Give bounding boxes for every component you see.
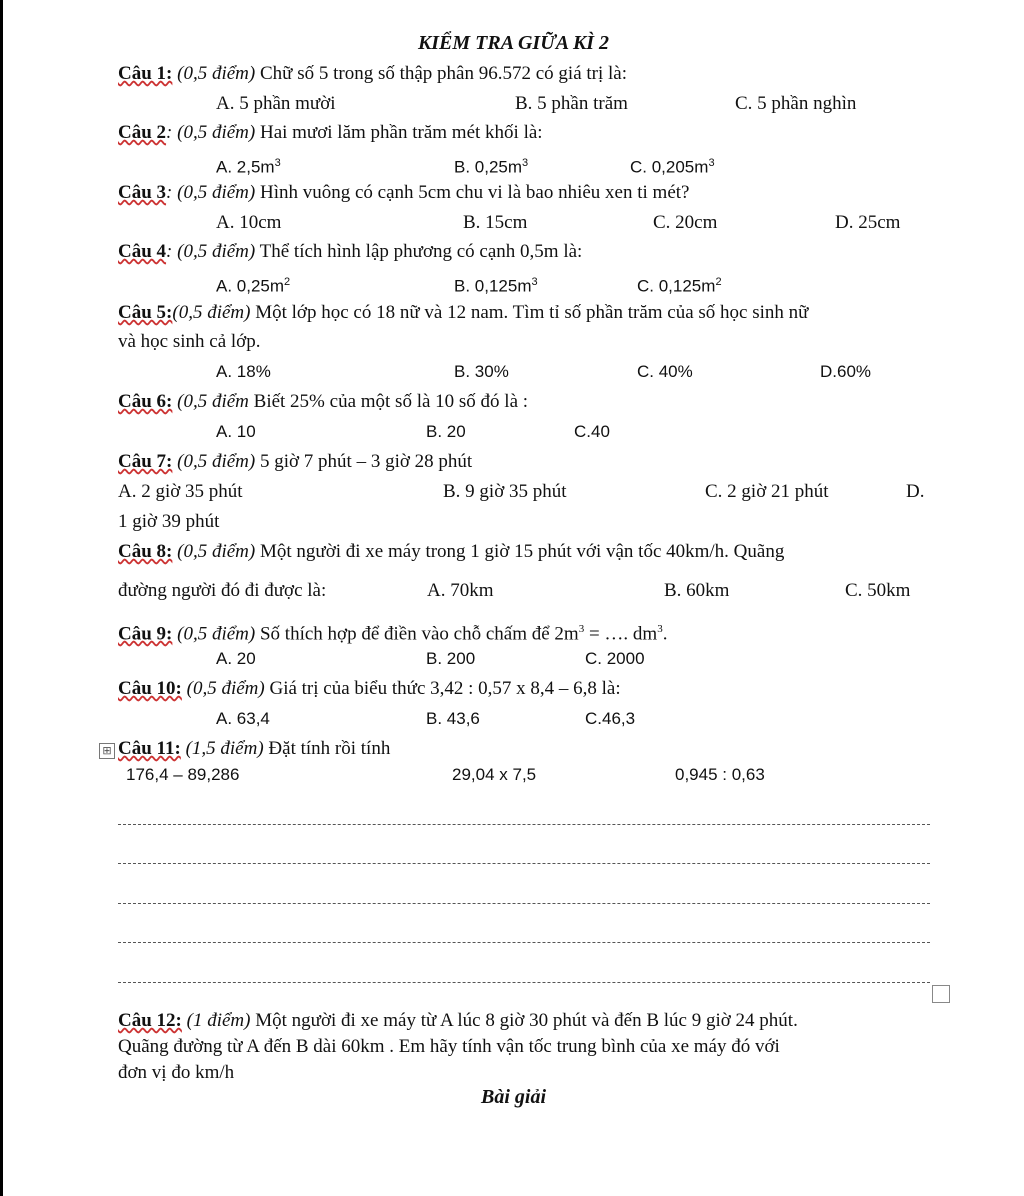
- option-b: B. $0,125m^3$: [454, 276, 538, 296]
- question-text: Một người đi xe máy trong 1 giờ 15 phút với vận tốc 40km/h. Quãng: [255, 541, 785, 562]
- question-3: [118, 181, 689, 205]
- option-a: A. 20: [216, 649, 256, 668]
- question-label: Câu 6:: [118, 391, 173, 412]
- question-text: Chữ số 5 trong số thập phân 96.572 có giá trị là:: [255, 63, 627, 84]
- table-resize-handle[interactable]: [932, 985, 950, 1003]
- question-label: Câu 4: [118, 241, 167, 262]
- question-text: Thể tích hình lập phương có cạnh 0,5m là:: [255, 241, 583, 262]
- question-text: Đặt tính rồi tính: [263, 738, 391, 759]
- option-c: C. $0,125m^2$: [637, 276, 722, 296]
- page-title: KIỂM TRA GIỮA KÌ 2: [417, 32, 610, 54]
- option-a: A. 70km: [427, 580, 494, 601]
- option-b: B. 30%: [454, 362, 509, 381]
- question-points: : (0,5 điểm): [166, 241, 256, 262]
- option-c: C. 50km: [845, 580, 911, 601]
- question-text: 5 giờ 7 phút – 3 giờ 28 phút: [255, 451, 473, 472]
- question-6: [118, 390, 528, 414]
- solution-heading: Bài giải: [480, 1086, 546, 1108]
- option-d-text: 1 giờ 39 phút: [118, 511, 220, 532]
- question-5: [118, 301, 808, 325]
- question-text-cont: Quãng đường từ A đến B dài 60km . Em hãy tính vận tốc trung bình của xe máy đó với: [118, 1036, 780, 1057]
- option-a: A. 18%: [216, 362, 271, 381]
- option-c: C. 2000: [585, 649, 645, 668]
- question-7: [118, 450, 472, 474]
- question-text-cont: và học sinh cả lớp.: [118, 331, 261, 352]
- question-points: (0,5 điểm): [177, 63, 256, 84]
- answer-line: [118, 824, 930, 825]
- option-c: C. 2 giờ 21 phút: [705, 481, 829, 502]
- option-b: B. 9 giờ 35 phút: [443, 481, 567, 502]
- question-1: [118, 62, 627, 86]
- answer-line: [118, 903, 930, 904]
- answer-line: [118, 942, 930, 943]
- option-b: B. $0,25m^3$: [454, 157, 529, 177]
- option-a: A. 10cm: [216, 212, 282, 233]
- question-10: [118, 677, 621, 701]
- question-label: Câu 12:: [118, 1010, 182, 1031]
- option-c: C. $0,205m^3$: [630, 157, 715, 177]
- option-a: A. $0,25m^2$: [216, 276, 291, 296]
- question-points: (0,5 điểm): [172, 302, 251, 323]
- question-text: Biết 25% của một số là 10 số đó là :: [248, 391, 529, 412]
- question-text: Số thích hợp để điền vào chỗ chấm để 2m: [255, 623, 579, 645]
- question-label: Câu 2: [118, 122, 167, 143]
- question-label: Câu 5:: [118, 302, 173, 323]
- question-text-cont: đơn vị đo km/h: [118, 1062, 235, 1083]
- question-label: Câu 9:: [118, 623, 173, 645]
- question-points: : (0,5 điểm): [166, 122, 256, 143]
- question-text: Hình vuông có cạnh 5cm chu vi là bao nhiêu xen ti mét?: [255, 182, 690, 203]
- question-4: [118, 240, 582, 264]
- option-b: B. 60km: [664, 580, 730, 601]
- option-a: A. 2 giờ 35 phút: [118, 481, 243, 502]
- option-a: A. 63,4: [216, 709, 270, 728]
- question-label: Câu 3: [118, 182, 167, 203]
- option-b: B. 200: [426, 649, 476, 668]
- question-12: [118, 1009, 798, 1033]
- option-d: D.: [906, 481, 925, 502]
- table-move-handle-icon[interactable]: ⊞: [99, 743, 115, 759]
- question-label: Câu 1:: [118, 63, 173, 84]
- question-2: [118, 121, 543, 145]
- option-b: B. 5 phần trăm: [515, 93, 628, 114]
- question-label: Câu 7:: [118, 451, 173, 472]
- question-label: Câu 11:: [118, 738, 181, 759]
- option-b: B. 20: [426, 422, 466, 441]
- option-d: D. 25cm: [835, 212, 901, 233]
- question-points: (0,5 điểm): [172, 541, 256, 562]
- option-c: C.46,3: [585, 709, 636, 728]
- question-11: [118, 737, 390, 761]
- question-points: (0,5 điểm: [172, 391, 249, 412]
- question-points: (0,5 điểm): [172, 623, 256, 645]
- question-text: Một người đi xe máy từ A lúc 8 giờ 30 phút và đến B lúc 9 giờ 24 phút.: [250, 1010, 798, 1031]
- question-points: (1 điểm): [181, 1010, 251, 1031]
- option-c: C. 40%: [637, 362, 693, 381]
- option-a: A. 5 phần mười: [216, 93, 336, 114]
- expression-2: 29,04 x 7,5: [452, 765, 537, 784]
- question-points: (0,5 điểm): [181, 678, 265, 699]
- option-b: B. 43,6: [426, 709, 480, 728]
- question-text: Hai mươi lăm phần trăm mét khối là:: [255, 122, 543, 143]
- question-points: (1,5 điểm): [180, 738, 264, 759]
- question-text: Giá trị của biểu thức 3,42 : 0,57 x 8,4 – 6,8 là:: [264, 678, 621, 699]
- question-points: : (0,5 điểm): [166, 182, 256, 203]
- question-text: Một lớp học có 18 nữ và 12 nam. Tìm tỉ số phần trăm của số học sinh nữ: [250, 302, 809, 323]
- question-8: [118, 540, 784, 564]
- expression-3: 0,945 : 0,63: [675, 765, 765, 784]
- option-a: A. 10: [216, 422, 256, 441]
- answer-line: [118, 982, 930, 983]
- option-c: C. 20cm: [653, 212, 718, 233]
- option-b: B. 15cm: [463, 212, 528, 233]
- question-text-cont: đường người đó đi được là:: [118, 580, 327, 601]
- option-c: C.40: [574, 422, 610, 441]
- question-points: (0,5 điểm): [172, 451, 256, 472]
- question-label: Câu 8:: [118, 541, 173, 562]
- option-d: D.60%: [820, 362, 872, 381]
- option-c: C. 5 phần nghìn: [735, 93, 857, 114]
- answer-line: [118, 863, 930, 864]
- exam-page: [3, 0, 1024, 1196]
- question-9: Câu 9: (0,5 điểm) Số thích hợp để điền vào chỗ chấm để $2m^3$ = …. $dm^3$.: [118, 623, 668, 645]
- question-label: Câu 10:: [118, 678, 182, 699]
- option-a: A. $2,5m^3$: [216, 157, 281, 177]
- expression-1: 176,4 – 89,286: [126, 765, 240, 784]
